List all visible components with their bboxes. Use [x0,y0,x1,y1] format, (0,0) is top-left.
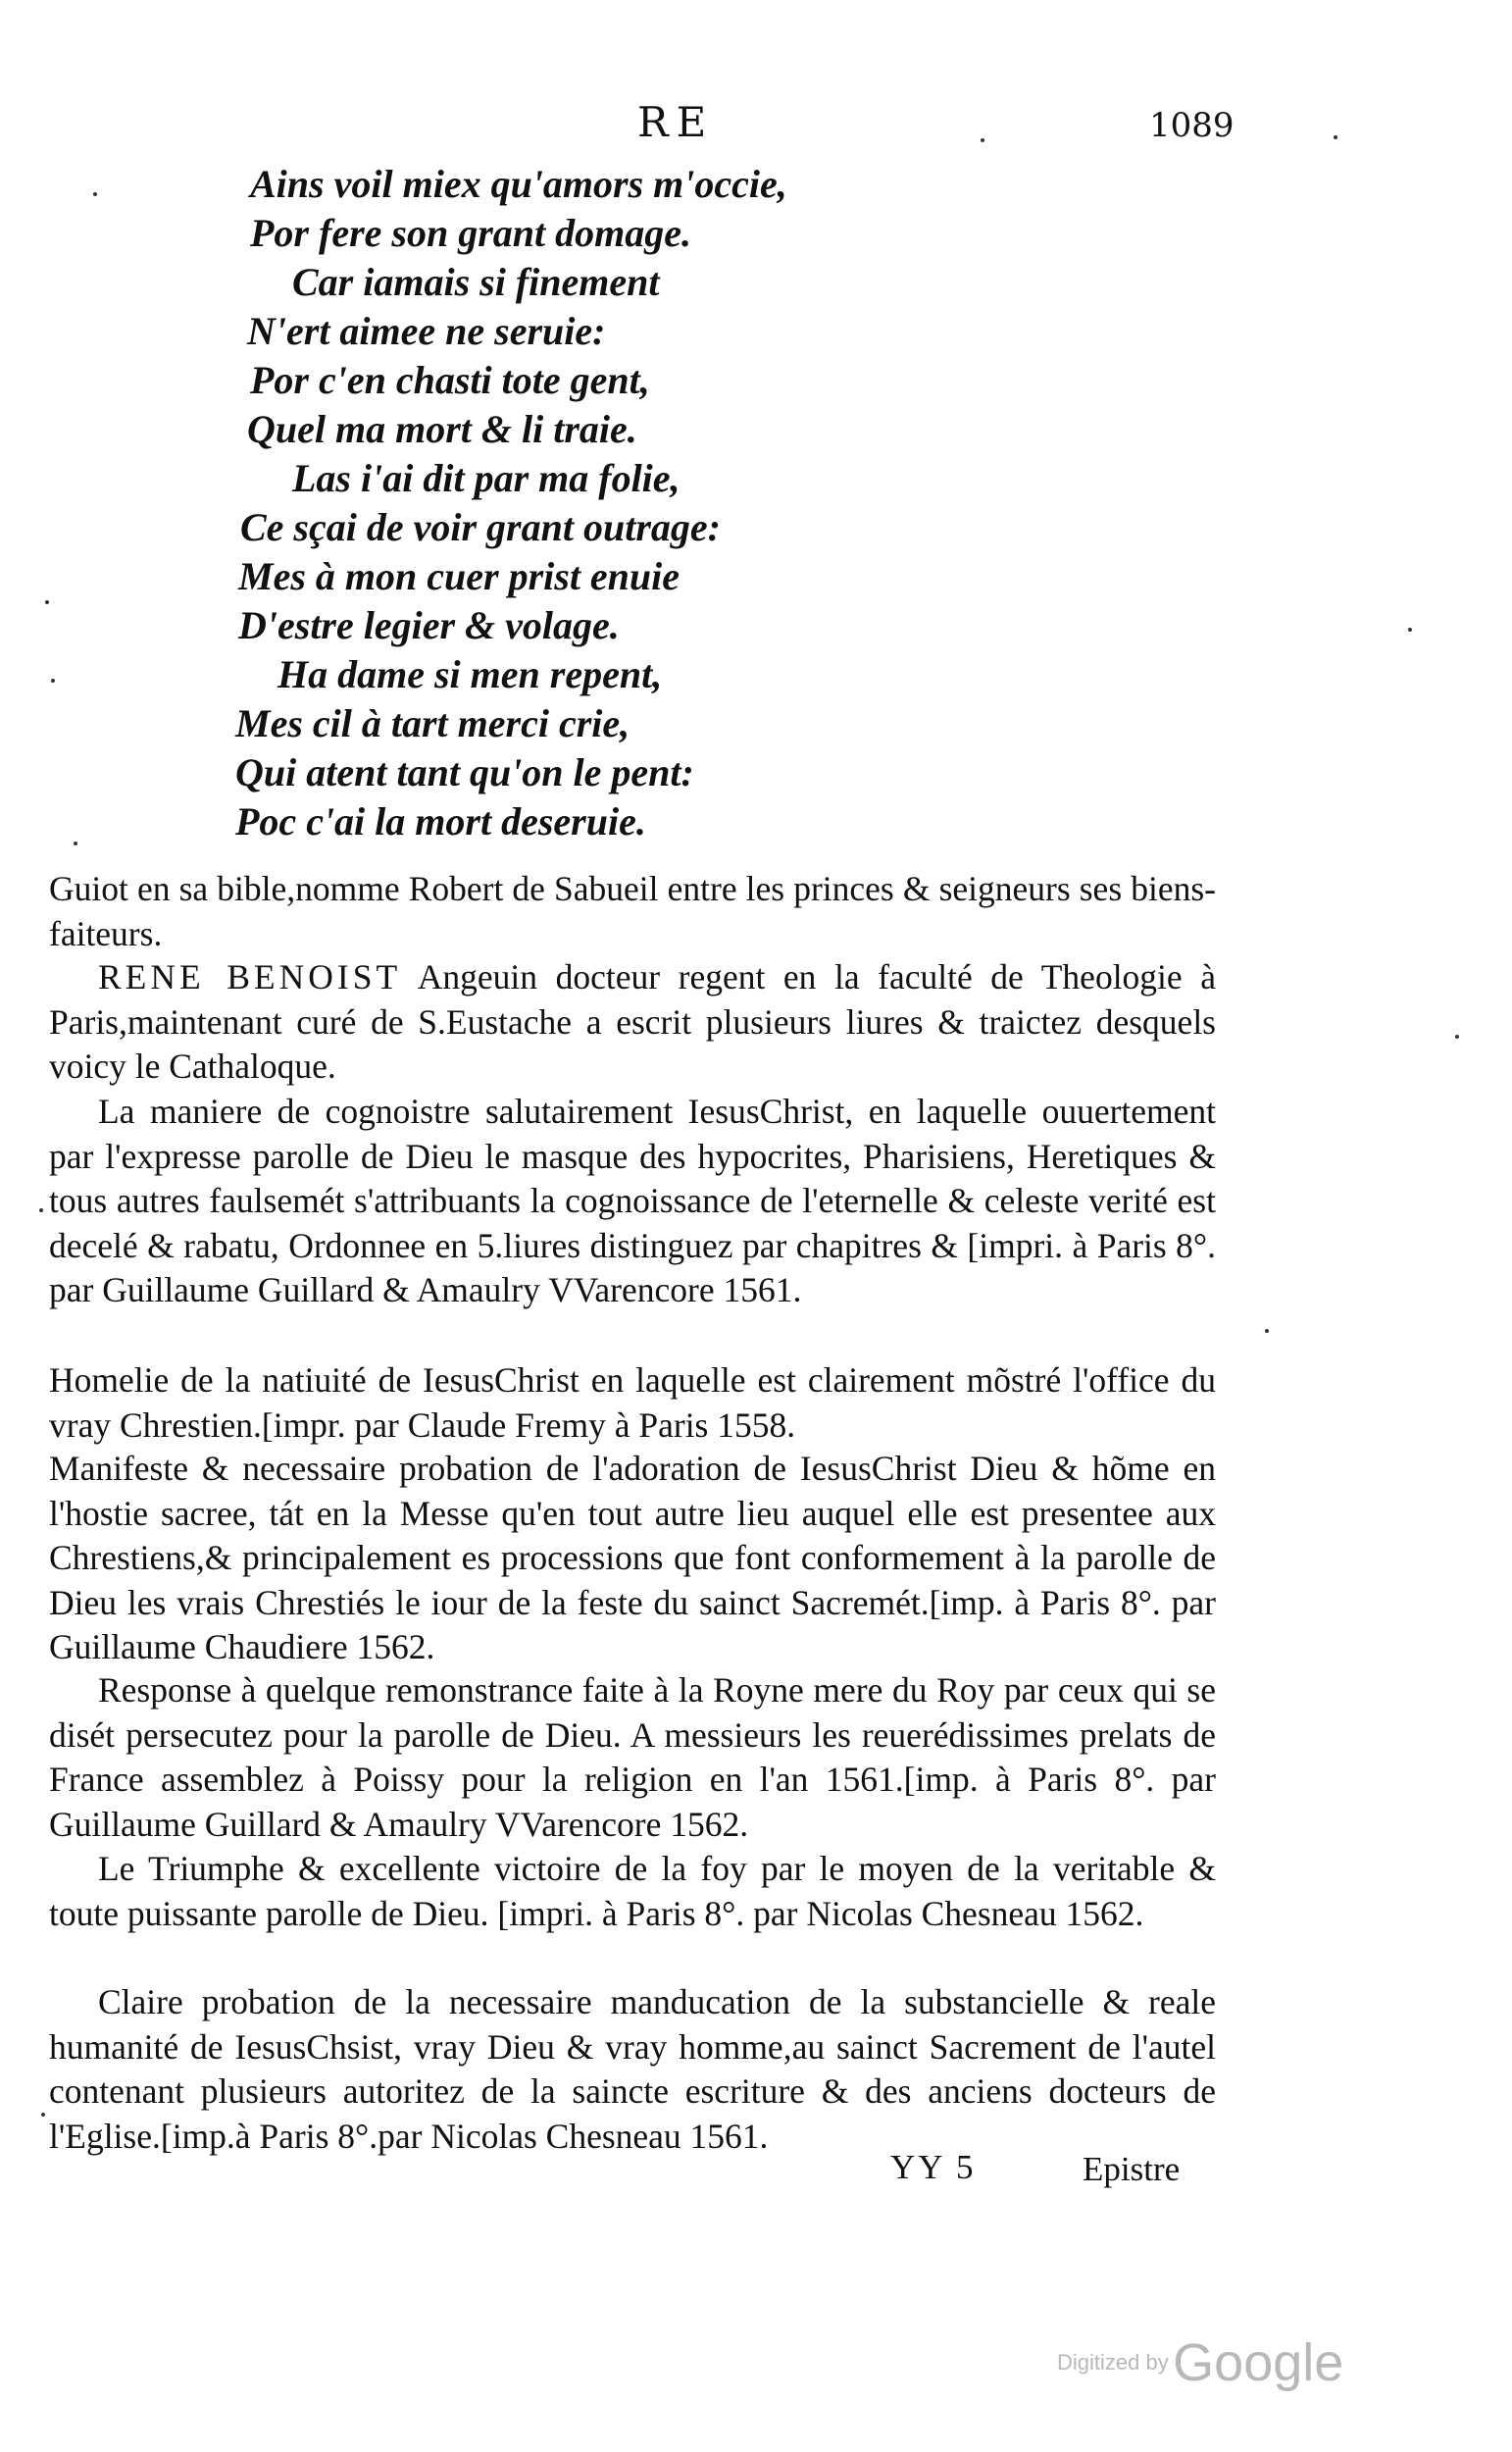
verse-line: Por fere son grant domage. [250,211,691,255]
ink-speck [45,600,49,604]
paragraph-homelie: Homelie de la natiuité de IesusChrist en laquelle est clairement mõstré l'office du vray Chrestien.[impr. par Claude Fremy à Paris 1558. [49,1360,1216,1445]
verse-line: Las i'ai dit par ma folie, [292,456,680,500]
paragraph-rene-benoist [49,955,1216,1090]
ink-speck [1455,1035,1459,1039]
running-title: RE [637,98,715,146]
paragraph-response: Responsе à quelque remonstrance faite à la Royne mere du Roy par ceux qui se disét persecutez pour la parolle de Dieu. A messieurs les reuerédissimes prelats de France assemblez à Poissy pour la religion en l'an 1561.[imp. à Paris 8°. par Guillaume Guillard & Amaulry VVarencore 1562. [49,1670,1216,1844]
ink-speck [51,679,55,683]
verse-line: Car iamais si finement [292,260,660,304]
verse-line: Por c'en chasti tote gent, [250,358,650,402]
page-number: 1089 [1149,106,1235,145]
author-description: Angeuin docteur regent en la faculté de Theologie à Paris,maintenant curé de S.Eustache a escrit plusieurs liures & traictez desquels voicy le Cathaloque. [49,957,1217,1086]
paragraph-triumphe: Le Triumphe & excellente victoire de la foy par le moyen de la veritable & toute puissante parolle de Dieu. [impri. à Paris 8°. par Nicolas Chesneau 1562. [49,1849,1216,1933]
verse-line: Mes à mon cuer prist enuie [238,554,680,598]
paragraph-claire: Claire probation de la necessaire manducation de la substancielle & reale humanité de IesusChsist, vray Dieu & vray homme,au sainct Sacrement de l'autel contenant plusieurs autoritez de la saincte escriture & des anciens docteurs de l'Eglise.[imp.à Paris 8°.par Nicolas Chesneau 1561. [49,1982,1216,2156]
ink-speck [1408,628,1412,632]
ink-speck [74,842,77,845]
verse-line: N'ert aimee ne seruie: [247,309,606,353]
signature-mark: YY 5 [890,2148,977,2186]
ink-speck [41,2113,45,2117]
verse-line: Poc c'ai la mort deseruie. [235,799,646,843]
verse-line: D'estre legier & volage. [238,603,620,647]
digitized-watermark [1057,2332,1343,2393]
paragraph-maniere: La maniere de cognoistre salutairement IesusChrist, en laquelle ouuertement par l'expresse parolle de Dieu le masque des hypocrites, Pharisiens, Heretiques & tous autres faulsemét s'attribuants la cognoissance de l'eternelle & celeste verité est decelé & rabatu, Ordonnee en 5.liures distinguez par chapitres & [impri. à Paris 8°. par Guillaume Guillard & Amaulry VVarencore 1561. [49,1092,1216,1309]
ink-speck [93,192,97,196]
paragraph-guiot: Guiot en sa bible,nomme Robert de Sabueil entre les princes & seigneurs ses biens-faiteurs. [49,869,1216,953]
verse-line: Quel ma mort & li traie. [247,407,637,451]
watermark-prefix: Digitized by [1057,2350,1169,2375]
verse-line: Qui atent tant qu'on le pent: [235,750,694,794]
ink-speck [39,1208,43,1212]
ink-speck [1334,135,1337,139]
verse-line: Mes cil à tart merci crie, [235,701,630,745]
ink-speck [981,138,984,142]
paragraph-manifeste: Manifeste & necessaire probation de l'adoration de IesusChrist Dieu & hõme en l'hostie sacree, tát en la Messe qu'en tout autre lieu auquel elle est presentee aux Chrestiens,& principalement es processions que font conformement à la parolle de Dieu les vrais Chrestiés le iour de la feste du sainct Sacremét.[imp. à Paris 8°. par Guillaume Chaudiere 1562. [49,1449,1216,1666]
ink-speck [1265,1329,1269,1333]
author-name: RENE BENOIST [98,957,402,996]
verse-line: Ce sçai de voir grant outrage: [240,505,721,549]
verse-line: Ha dame si men repent, [277,652,663,696]
google-logo: Google [1173,2333,1344,2392]
catchword: Epistre [1083,2150,1181,2188]
verse-line: Ains voil miex qu'amors m'occie, [250,162,787,206]
